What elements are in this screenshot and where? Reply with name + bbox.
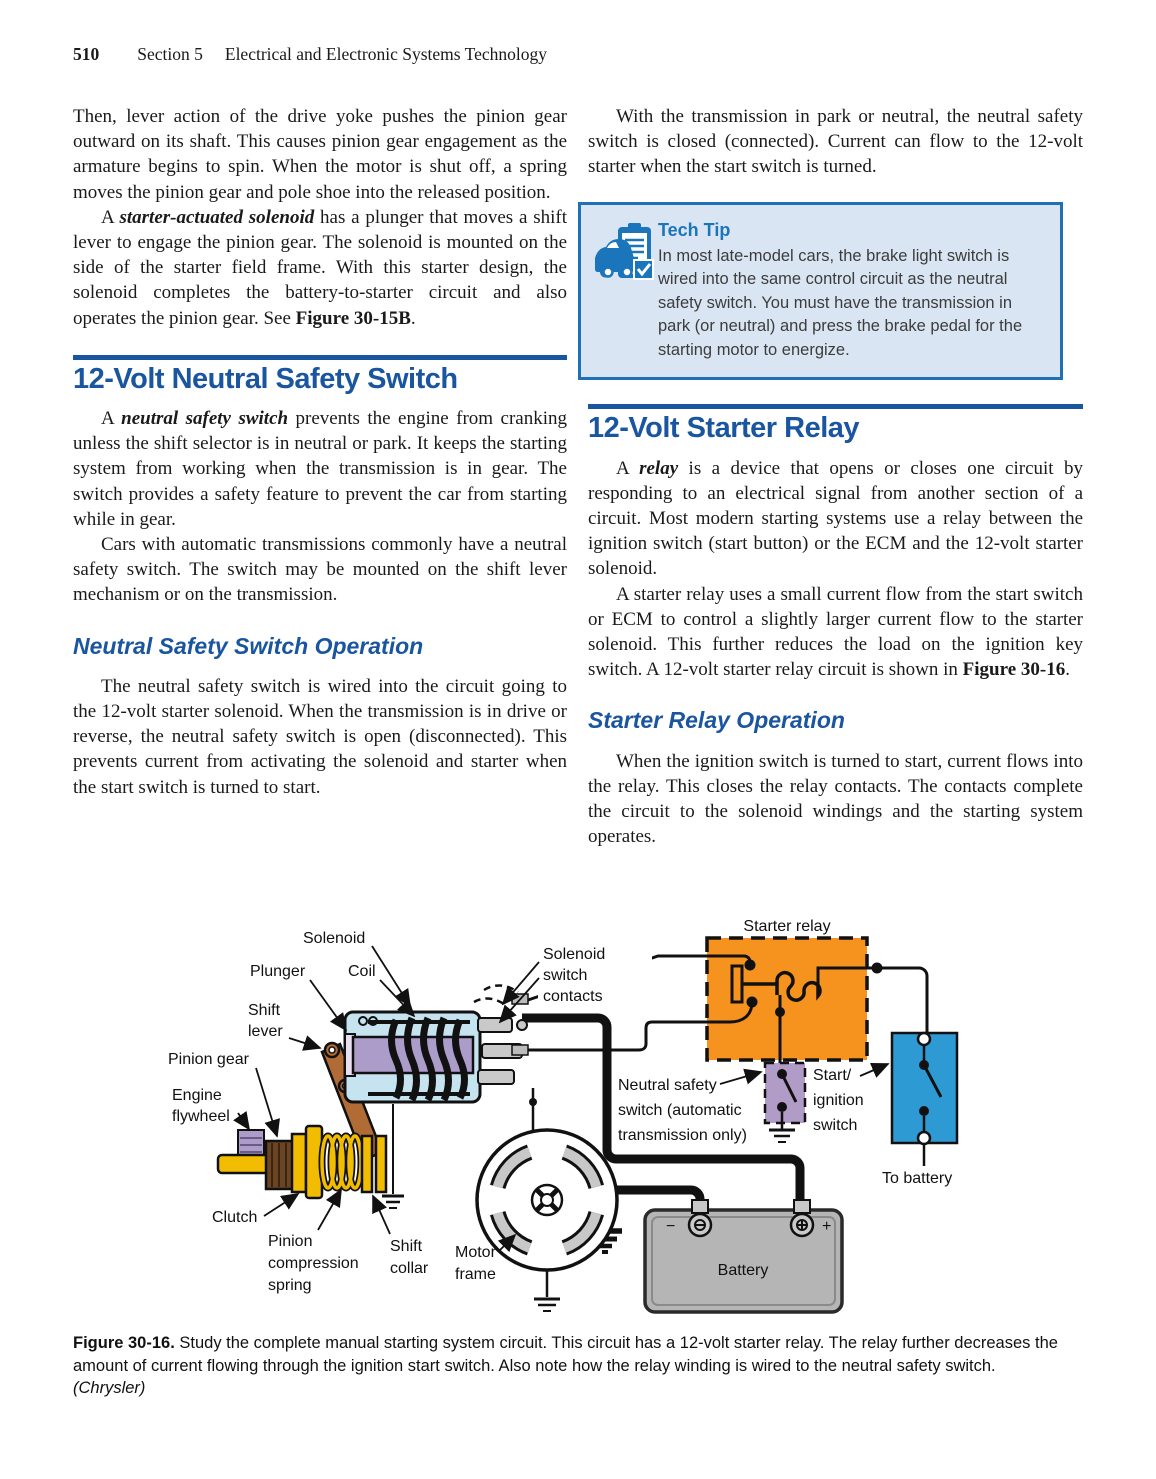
tech-tip-title: Tech Tip bbox=[658, 219, 731, 240]
tech-tip-car-clipboard-icon bbox=[594, 218, 658, 363]
subheading-neutral-safety-switch-operation: Neutral Safety Switch Operation bbox=[73, 632, 424, 659]
paragraph: A starter relay uses a small current flow from the start switch or ECM to control a slightly larger current flow to the starter solenoid. This further reduces the load on the ignition key switch. A 12-volt starter relay circuit is shown in Figure 30-16. bbox=[588, 583, 1083, 681]
motor-frame-end-view bbox=[477, 1088, 617, 1311]
tech-tip-box bbox=[578, 202, 1063, 381]
svg-text:switch (automatic: switch (automatic bbox=[618, 1102, 742, 1119]
label-start-ignition-switch: Start/ bbox=[813, 1067, 852, 1084]
section-label: Section 5 bbox=[137, 44, 203, 64]
svg-text:compression: compression bbox=[268, 1255, 359, 1272]
svg-text:frame: frame bbox=[455, 1266, 496, 1283]
label-neutral-safety-switch: Neutral safety bbox=[618, 1077, 717, 1094]
paragraph: Cars with automatic transmissions commonly have a neutral safety switch. The switch may be mounted on the shift lever mechanism or on the transmission. bbox=[73, 534, 567, 606]
paragraph: A starter-actuated solenoid has a plunger that moves a shift lever to engage the pinion gear. The solenoid is mounted on the side of the starter field frame. With this starter design, the solenoid completes the battery-to-starter circuit and also operates the pinion gear. See Figure 30-15B. bbox=[73, 206, 567, 329]
right-column bbox=[588, 104, 1083, 849]
label-solenoid-switch-contacts: Solenoid bbox=[543, 946, 606, 963]
svg-text:lever: lever bbox=[248, 1023, 283, 1040]
caption-credit: (Chrysler) bbox=[73, 1379, 146, 1397]
paragraph: Then, lever action of the drive yoke pushes the pinion gear outward on its shaft. This causes pinion gear engagement as the armature begins to spin. When the motor is shut off, a spring moves the pinion gear and pole shoe into the released position. bbox=[73, 106, 567, 203]
svg-text:flywheel: flywheel bbox=[172, 1108, 230, 1125]
svg-text:ignition: ignition bbox=[813, 1092, 864, 1109]
label-solenoid: Solenoid bbox=[303, 930, 366, 947]
page-number: 510 bbox=[73, 44, 100, 64]
heading-12-volt-starter-relay: 12-Volt Starter Relay bbox=[588, 412, 860, 445]
label-coil: Coil bbox=[348, 963, 376, 980]
label-plus: + bbox=[822, 1218, 832, 1235]
svg-text:spring: spring bbox=[268, 1277, 312, 1294]
svg-text:switch: switch bbox=[813, 1117, 858, 1134]
page-header bbox=[73, 44, 547, 65]
clutch bbox=[292, 1134, 306, 1192]
tech-tip-body: In most late-model cars, the brake light switch is wired into the same control circuit as the neutral safety switch. You must have the transmission in park (or neutral) and press the brake pedal for the starting motor to energize. bbox=[658, 246, 1023, 359]
svg-text:transmission only): transmission only) bbox=[618, 1127, 747, 1144]
label-to-battery: To battery bbox=[882, 1170, 953, 1187]
heading-rule bbox=[588, 404, 1083, 409]
pinion-compression-spring bbox=[322, 1136, 361, 1188]
label-shift-lever: Shift bbox=[248, 1002, 281, 1019]
paragraph: The neutral safety switch is wired into the circuit going to the 12-volt starter solenoid. When the transmission is in drive or reverse, the neutral safety switch is open (disconnected). This prevents current from activating the solenoid and starter when the start switch is turned to start. bbox=[73, 675, 567, 798]
label-engine-flywheel: Engine bbox=[172, 1087, 222, 1104]
neutral-safety-switch bbox=[765, 1063, 805, 1142]
svg-text:contacts: contacts bbox=[543, 988, 603, 1005]
left-column bbox=[73, 104, 567, 800]
start-ignition-switch bbox=[892, 1033, 957, 1166]
section-title: Electrical and Electronic Systems Technology bbox=[224, 44, 547, 64]
label-plunger: Plunger bbox=[250, 963, 306, 980]
figure-30-16-diagram bbox=[60, 898, 1120, 1328]
svg-text:collar: collar bbox=[390, 1260, 429, 1277]
label-battery: Battery bbox=[717, 1262, 769, 1279]
subheading-starter-relay-operation: Starter Relay Operation bbox=[588, 707, 845, 734]
paragraph: A neutral safety switch prevents the engine from cranking unless the shift selector is in neutral or park. It keeps the starting system from working when the transmission is in gear. The switch provides a safety feature to prevent the car from starting while in gear. bbox=[73, 408, 567, 530]
label-motor-frame: Motor bbox=[455, 1244, 496, 1261]
label-pinion-compression-spring: Pinion bbox=[268, 1233, 313, 1250]
label-shift-collar: Shift bbox=[390, 1238, 423, 1255]
heading-12-volt-neutral-safety-switch: 12-Volt Neutral Safety Switch bbox=[73, 362, 458, 395]
label-pinion-gear: Pinion gear bbox=[168, 1051, 249, 1068]
heading-rule bbox=[73, 355, 567, 360]
label-starter-relay: Starter relay bbox=[743, 918, 831, 935]
figure-caption bbox=[73, 1332, 1091, 1400]
paragraph: A relay is a device that opens or closes one circuit by responding to an electrical signal from another section of a circuit. Most modern starting systems use a relay between the ignition switch (start button) or the ECM and the 12-volt starter solenoid. bbox=[588, 457, 1083, 580]
caption-text: Figure 30-16. Study the complete manual starting system circuit. This circuit has a 12-volt starter relay. The relay further decreases the amount of current flowing through the ignition start switch. Also note how the relay winding is wired to the neutral safety switch. bbox=[73, 1334, 1058, 1375]
paragraph: When the ignition switch is turned to start, current flows into the relay. This closes the relay contacts. The contacts complete the circuit to the solenoid windings and the starting system operates. bbox=[588, 750, 1083, 848]
shift-collar bbox=[362, 1136, 372, 1192]
paragraph: With the transmission in park or neutral, the neutral safety switch is closed (connected). Current can flow to the 12-volt starter when the start switch is turned. bbox=[588, 106, 1083, 178]
armature-shaft bbox=[218, 1155, 270, 1173]
svg-text:switch: switch bbox=[543, 967, 588, 984]
label-minus: − bbox=[666, 1218, 676, 1235]
label-clutch: Clutch bbox=[212, 1209, 258, 1226]
